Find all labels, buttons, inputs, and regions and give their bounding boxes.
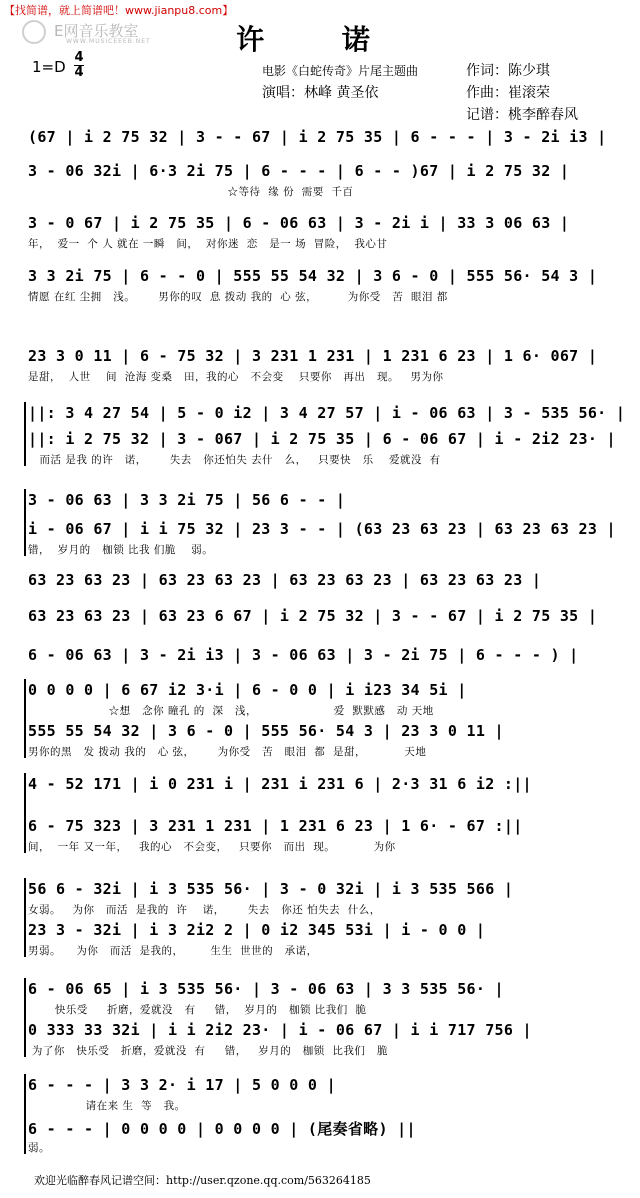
score-lyrics: 男你的黑 发 拨动 我的 心 弦， 为你受 苦 眼泪 都 是甜， 天地: [28, 746, 427, 758]
key-signature: 1=D: [32, 58, 66, 76]
score-notes: 3 - 0 67 | i 2 75 35 | 6 - 06 63 | 3 - 2i i | 33 3 06 63 |: [28, 214, 570, 232]
footer-credit: 欢迎光临醉春风记谱空间：http://user.qzone.qq.com/563264185: [34, 1174, 371, 1187]
meter-bottom: 4: [74, 65, 84, 80]
score-notes: 6 - 06 63 | 3 - 2i i3 | 3 - 06 63 | 3 - 2i 75 | 6 - - - ) |: [28, 646, 579, 664]
site-watermark: 【找简谱，就上简谱吧！www.jianpu8.com】: [4, 4, 234, 17]
score-lyrics: 而活 是我 的许 诺， 失去 你还怕失 去什 么， 只要快 乐 爱就没 有: [28, 454, 441, 466]
score-lyrics: 为了你 快乐受 折磨，爱就没 有 错， 岁月的 枷锁 比我们 脆: [28, 1045, 388, 1057]
site-subtitle: WWW.MUSICEEEB.NET: [66, 38, 151, 45]
score-notes: 6 - - - | 0 0 0 0 | 0 0 0 0 | (尾奏省略) ||: [28, 1120, 416, 1138]
score-notes: 0 333 33 32i | i i 2i2 23· | i - 06 67 | i i 717 756 |: [28, 1021, 532, 1039]
score-notes: 555 55 54 32 | 3 6 - 0 | 555 56· 54 3 | 23 3 0 11 |: [28, 722, 504, 740]
system-bracket: [24, 402, 29, 466]
score-notes: 6 - - - | 3 3 2· i 17 | 5 0 0 0 |: [28, 1076, 336, 1094]
system-bracket: [24, 773, 29, 853]
score-notes: 3 3 2i 75 | 6 - - 0 | 555 55 54 32 | 3 6 - 0 | 555 56· 54 3 |: [28, 267, 598, 285]
time-signature: [74, 52, 84, 79]
lyricist: 作词：陈少琪: [466, 63, 550, 79]
score-notes: 23 3 - 32i | i 3 2i2 2 | 0 i2 345 53i | i - 0 0 |: [28, 921, 486, 939]
score-lyrics: 错， 岁月的 枷锁 比我 们脆 弱。: [28, 544, 214, 556]
system-bracket: [24, 679, 29, 758]
score-lyrics: 是甜， 人世 间 沧海 变桑 田，我的心 不会变 只要你 再出 现。 男为你: [28, 371, 444, 383]
score-lyrics: 间， 一年 又一年， 我的心 不会变， 只要你 而出 现。 为你: [28, 841, 396, 853]
score-lyrics: 快乐受 折磨，爱就没 有 错， 岁月的 枷锁 比我们 脆: [28, 1004, 367, 1016]
score-lyrics: 年， 爱一 个 人 就在 一瞬 间， 对你迷 恋 是一 场 冒险， 我心甘: [28, 238, 388, 250]
score-lyrics: 请在来 生 等 我。: [28, 1100, 186, 1112]
score-notes: 63 23 63 23 | 63 23 63 23 | 63 23 63 23 | 63 23 63 23 |: [28, 571, 542, 589]
score-notes: ||: 3 4 27 54 | 5 - 0 i2 | 3 4 27 57 | i - 06 63 | 3 - 535 56· |: [28, 404, 626, 422]
score-lyrics: ☆等待 缘 份 需要 千百: [28, 186, 354, 198]
score-notes: 6 - 75 323 | 3 231 1 231 | 1 231 6 23 | 1 6· - 67 :||: [28, 817, 523, 835]
score-notes: 0 0 0 0 | 6 67 i2 3·i | 6 - 0 0 | i i23 34 5i |: [28, 681, 467, 699]
system-bracket: [24, 1074, 29, 1154]
score-notes: i - 06 67 | i i 75 32 | 23 3 - - | (63 23 63 23 | 63 23 63 23 |: [28, 520, 616, 538]
singers: 演唱：林峰 黄圣依: [262, 85, 379, 101]
score-lyrics: 情愿 在红 尘拥 浅。 男你的叹 息 拨动 我的 心 弦， 为你受 苦 眼泪 都: [28, 291, 448, 303]
transcriber: 记谱：桃李醉春风: [466, 107, 578, 123]
system-bracket: [24, 489, 29, 556]
score-notes: 6 - 06 65 | i 3 535 56· | 3 - 06 63 | 3 3 535 56· |: [28, 980, 504, 998]
composer: 作曲：崔滚荣: [466, 85, 550, 101]
site-name: E网音乐教室: [54, 22, 139, 40]
score-lyrics: 男弱。 为你 而活 是我的， 生生 世世的 承诺，: [28, 945, 318, 957]
system-bracket: [24, 978, 29, 1057]
score-notes: ||: i 2 75 32 | 3 - 067 | i 2 75 35 | 6 - 06 67 | i - 2i2 23· |: [28, 430, 616, 448]
score-lyrics: ☆想 念你 瞳孔 的 深 浅， 爱 默默感 动 天地: [28, 705, 434, 717]
score-notes: 63 23 63 23 | 63 23 6 67 | i 2 75 32 | 3 - - 67 | i 2 75 35 |: [28, 607, 598, 625]
system-bracket: [24, 878, 29, 957]
score-notes: 23 3 0 11 | 6 - 75 32 | 3 231 1 231 | 1 231 6 23 | 1 6· 067 |: [28, 347, 598, 365]
score-notes: (67 | i 2 75 32 | 3 - - 67 | i 2 75 35 | 6 - - - | 3 - 2i i3 |: [28, 128, 607, 146]
score-lyrics: 弱。: [28, 1142, 50, 1154]
score-notes: 4 - 52 171 | i 0 231 i | 231 i 231 6 | 2·3 31 6 i2 :||: [28, 775, 532, 793]
song-title: 许 诺: [236, 23, 404, 56]
score-notes: 3 - 06 63 | 3 3 2i 75 | 56 6 - - |: [28, 491, 346, 509]
score-notes: 3 - 06 32i | 6·3 2i 75 | 6 - - - | 6 - - )67 | i 2 75 32 |: [28, 162, 570, 180]
film-subtitle: 电影《白蛇传奇》片尾主题曲: [262, 64, 419, 78]
score-notes: 56 6 - 32i | i 3 535 56· | 3 - 0 32i | i 3 535 566 |: [28, 880, 514, 898]
score-lyrics: 女弱。 为你 而活 是我的 许 诺， 失去 你还 怕失去 什么，: [28, 904, 381, 916]
meter-top: 4: [74, 50, 84, 65]
